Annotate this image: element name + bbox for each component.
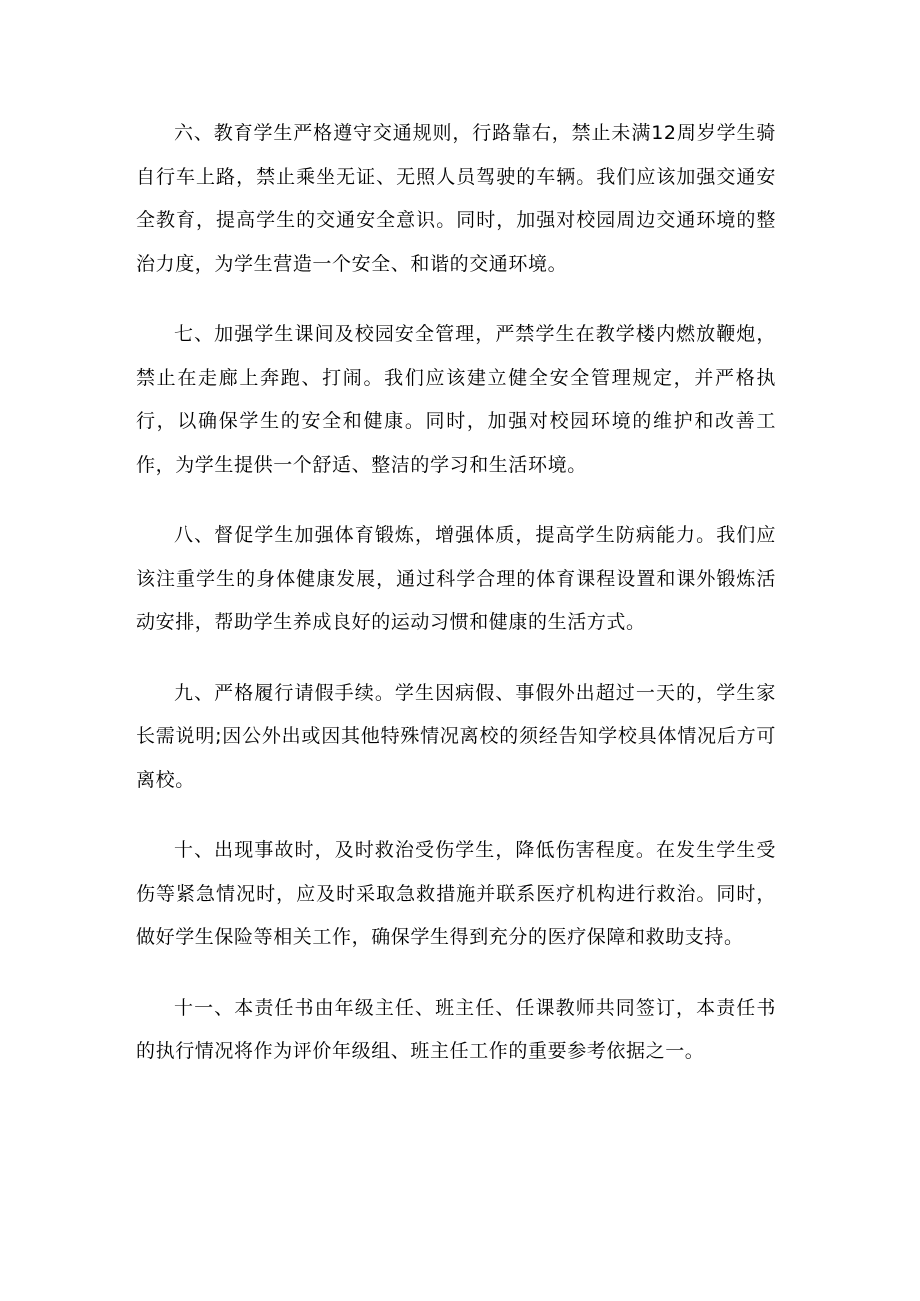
document-body [136, 112, 776, 1101]
paragraph-item-8: 八、督促学生加强体育锻炼，增强体质，提高学生防病能力。我们应该注重学生的身体健康发展，通过科学合理的体育课程设置和课外锻炼活动安排，帮助学生养成良好的运动习惯和健康的生活方式。 [136, 524, 776, 633]
paragraph-item-9: 九、严格履行请假手续。学生因病假、事假外出超过一天的，学生家长需说明;因公外出或因其他特殊情况离校的须经告知学校具体情况后方可离校。 [136, 681, 776, 791]
paragraph-item-7: 七、加强学生课间及校园安全管理，严禁学生在教学楼内燃放鞭炮，禁止在走廊上奔跑、打闹。我们应该建立健全安全管理规定，并严格执行，以确保学生的安全和健康。同时，加强对校园环境的维护和改善工作，为学生提供一个舒适、整洁的学习和生活环境。 [136, 323, 776, 476]
paragraph-item-11: 十一、本责任书由年级主任、班主任、任课教师共同签订，本责任书的执行情况将作为评价年级组、班主任工作的重要参考依据之一。 [136, 996, 776, 1062]
paragraph-item-6: 六、教育学生严格遵守交通规则，行路靠右，禁止未满12周岁学生骑自行车上路，禁止乘坐无证、无照人员驾驶的车辆。我们应该加强交通安全教育，提高学生的交通安全意识。同时，加强对校园周边交通环境的整治力度，为学生营造一个安全、和谐的交通环境。 [136, 122, 776, 275]
paragraph-item-10: 十、出现事故时，及时救治受伤学生，降低伤害程度。在发生学生受伤等紧急情况时，应及时采取急救措施并联系医疗机构进行救治。同时，做好学生保险等相关工作，确保学生得到充分的医疗保障和救助支持。 [136, 839, 776, 948]
